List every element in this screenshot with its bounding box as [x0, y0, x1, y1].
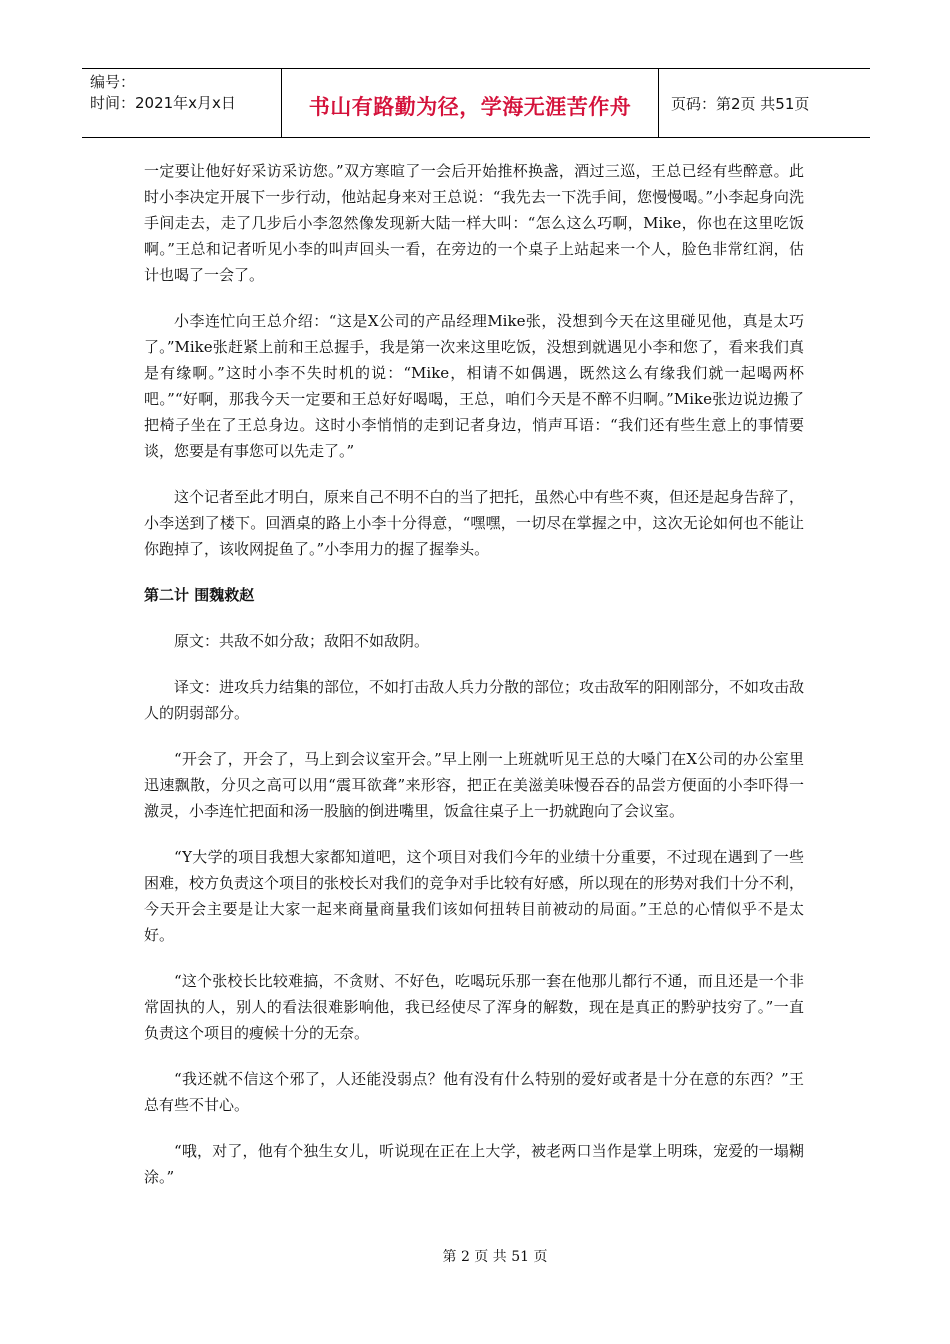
number-label: 编号：	[90, 73, 136, 91]
page-number-label: 页码：第2页 共51页	[671, 94, 810, 113]
paragraph: “我还就不信这个邪了，人还能没弱点？他有没有什么特别的爱好或者是十分在意的东西？”王总有些不甘心。	[144, 1070, 804, 1114]
document-header	[82, 68, 870, 138]
paragraph: “哦，对了，他有个独生女儿，听说现在正在上大学，被老两口当作是掌上明珠，宠爱的一塌糊涂。”	[144, 1142, 804, 1186]
paragraph: 译文：进攻兵力结集的部位，不如打击敌人兵力分散的部位；攻击敌军的阳刚部分，不如攻击敌人的阴弱部分。	[144, 678, 805, 722]
header-info-cell	[82, 69, 282, 137]
section-title: 第二计 围魏救赵	[144, 586, 255, 604]
document-body	[144, 158, 804, 1210]
paragraph: “Y大学的项目我想大家都知道吧，这个项目对我们今年的业绩十分重要，不过现在遇到了一些困难，校方负责这个项目的张校长对我们的竞争对手比较有好感，所以现在的形势对我们十分不利，今天开会主要是让大家一起来商量商量我们该如何扭转目前被动的局面。”王总的心情似乎不是太好。	[144, 848, 805, 944]
paragraph: 小李连忙向王总介绍：“这是X公司的产品经理Mike张，没想到今天在这里碰见他，真是太巧了。”Mike张赶紧上前和王总握手，我是第一次来这里吃饭，没想到就遇见小李和您了，看来我们真是有缘啊。”这时小李不失时机的说：“Mike，相请不如偶遇，既然这么有缘我们就一起喝两杯吧。”“好啊，那我今天一定要和王总好好喝喝，王总，咱们今天是不醉不归啊。”Mike张边说边搬了把椅子坐在了王总身边。这时小李悄悄的走到记者身边，悄声耳语：“我们还有些生意上的事情要谈，您要是有事您可以先走了。”	[144, 312, 804, 460]
paragraph: 原文：共敌不如分敌；敌阳不如敌阴。	[174, 632, 430, 650]
page-footer: 第 2 页 共 51 页	[442, 1249, 548, 1265]
paragraph: “开会了，开会了，马上到会议室开会。”早上刚一上班就听见王总的大嗓门在X公司的办公室里迅速飘散，分贝之高可以用“震耳欲聋”来形容，把正在美滋美味慢吞吞的品尝方便面的小李吓得一激灵，小李连忙把面和汤一股脑的倒进嘴里，饭盒往桌子上一扔就跑向了会议室。	[144, 750, 804, 820]
paragraph: 这个记者至此才明白，原来自己不明不白的当了把托，虽然心中有些不爽，但还是起身告辞了，小李送到了楼下。回酒桌的路上小李十分得意，“嘿嘿，一切尽在掌握之中，这次无论如何也不能让你跑掉了，该收网捉鱼了。”小李用力的握了握拳头。	[144, 488, 805, 558]
time-label: 时间：2021年x月x日	[90, 94, 236, 112]
motto: 书山有路勤为径，学海无涯苦作舟	[282, 69, 659, 137]
paragraph: “这个张校长比较难搞，不贪财、不好色，吃喝玩乐那一套在他那儿都行不通，而且还是一个非常固执的人，别人的看法很难影响他，我已经使尽了浑身的解数，现在是真正的黔驴技穷了。”一直负责这个项目的瘦候十分的无奈。	[144, 972, 804, 1042]
paragraph: 一定要让他好好采访采访您。”双方寒暄了一会后开始推杯换盏，酒过三巡，王总已经有些醉意。此时小李决定开展下一步行动，他站起身来对王总说：“我先去一下洗手间，您慢慢喝。”小李起身向洗手间走去，走了几步后小李忽然像发现新大陆一样大叫：“怎么这么巧啊，Mike，你也在这里吃饭啊。”王总和记者听见小李的叫声回头一看，在旁边的一个桌子上站起来一个人，脸色非常红润，估计也喝了一会了。	[144, 162, 804, 284]
